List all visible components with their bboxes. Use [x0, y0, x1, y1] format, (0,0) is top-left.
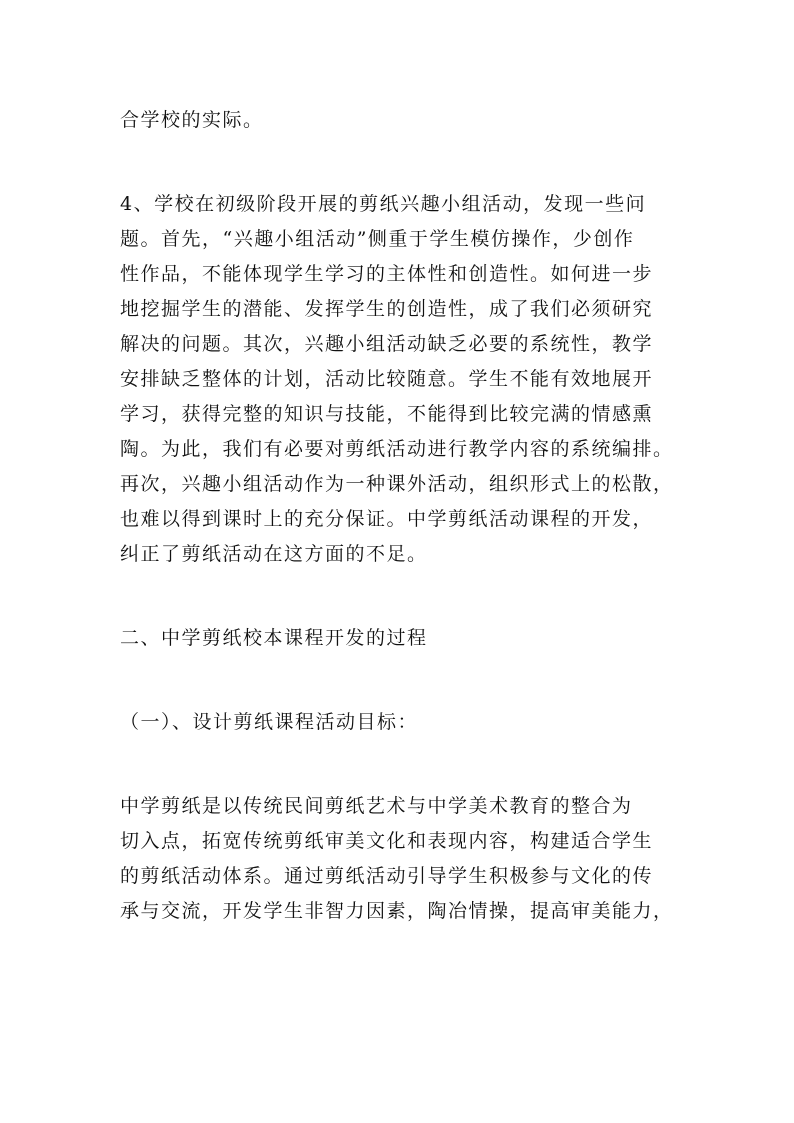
- subsection-heading: （一）、设计剪纸课程活动目标：: [120, 711, 419, 733]
- paragraph-line: 中学剪纸是以传统民间剪纸艺术与中学美术教育的整合为: [120, 795, 633, 817]
- paragraph-line: 也难以得到课时上的充分保证。中学剪纸活动课程的开发，: [120, 508, 654, 530]
- paragraph-line: 承与交流，开发学生非智力因素，陶冶情操，提高审美能力，: [120, 900, 674, 922]
- paragraph-line: 解决的问题。其次，兴趣小组活动缺乏必要的系统性，教学: [120, 333, 654, 355]
- paragraph-line: 性作品，不能体现学生学习的主体性和创造性。如何进一步: [120, 263, 654, 285]
- paragraph-line: 安排缺乏整体的计划，活动比较随意。学生不能有效地展开: [120, 368, 654, 390]
- section-heading: 二、中学剪纸校本课程开发的过程: [120, 627, 428, 649]
- paragraph-line: 学习，获得完整的知识与技能，不能得到比较完满的情感熏: [120, 403, 654, 425]
- paragraph-line: 地挖掘学生的潜能、发挥学生的创造性，成了我们必须研究: [120, 298, 654, 320]
- paragraph-line: 的剪纸活动体系。通过剪纸活动引导学生积极参与文化的传: [120, 865, 654, 887]
- paragraph-line: 合学校的实际。: [120, 109, 264, 131]
- paragraph-line: 4、学校在初级阶段开展的剪纸兴趣小组活动，发现一些问: [120, 193, 647, 215]
- paragraph-line: 陶。为此，我们有必要对剪纸活动进行教学内容的系统编排。: [120, 438, 674, 460]
- paragraph-line: 题。首先，“兴趣小组活动”侧重于学生模仿操作，少创作: [120, 228, 635, 250]
- paragraph-line: 再次，兴趣小组活动作为一种课外活动，组织形式上的松散，: [120, 473, 674, 495]
- paragraph-line: 切入点，拓宽传统剪纸审美文化和表现内容，构建适合学生: [120, 830, 654, 852]
- paragraph-line: 纠正了剪纸活动在这方面的不足。: [120, 543, 428, 565]
